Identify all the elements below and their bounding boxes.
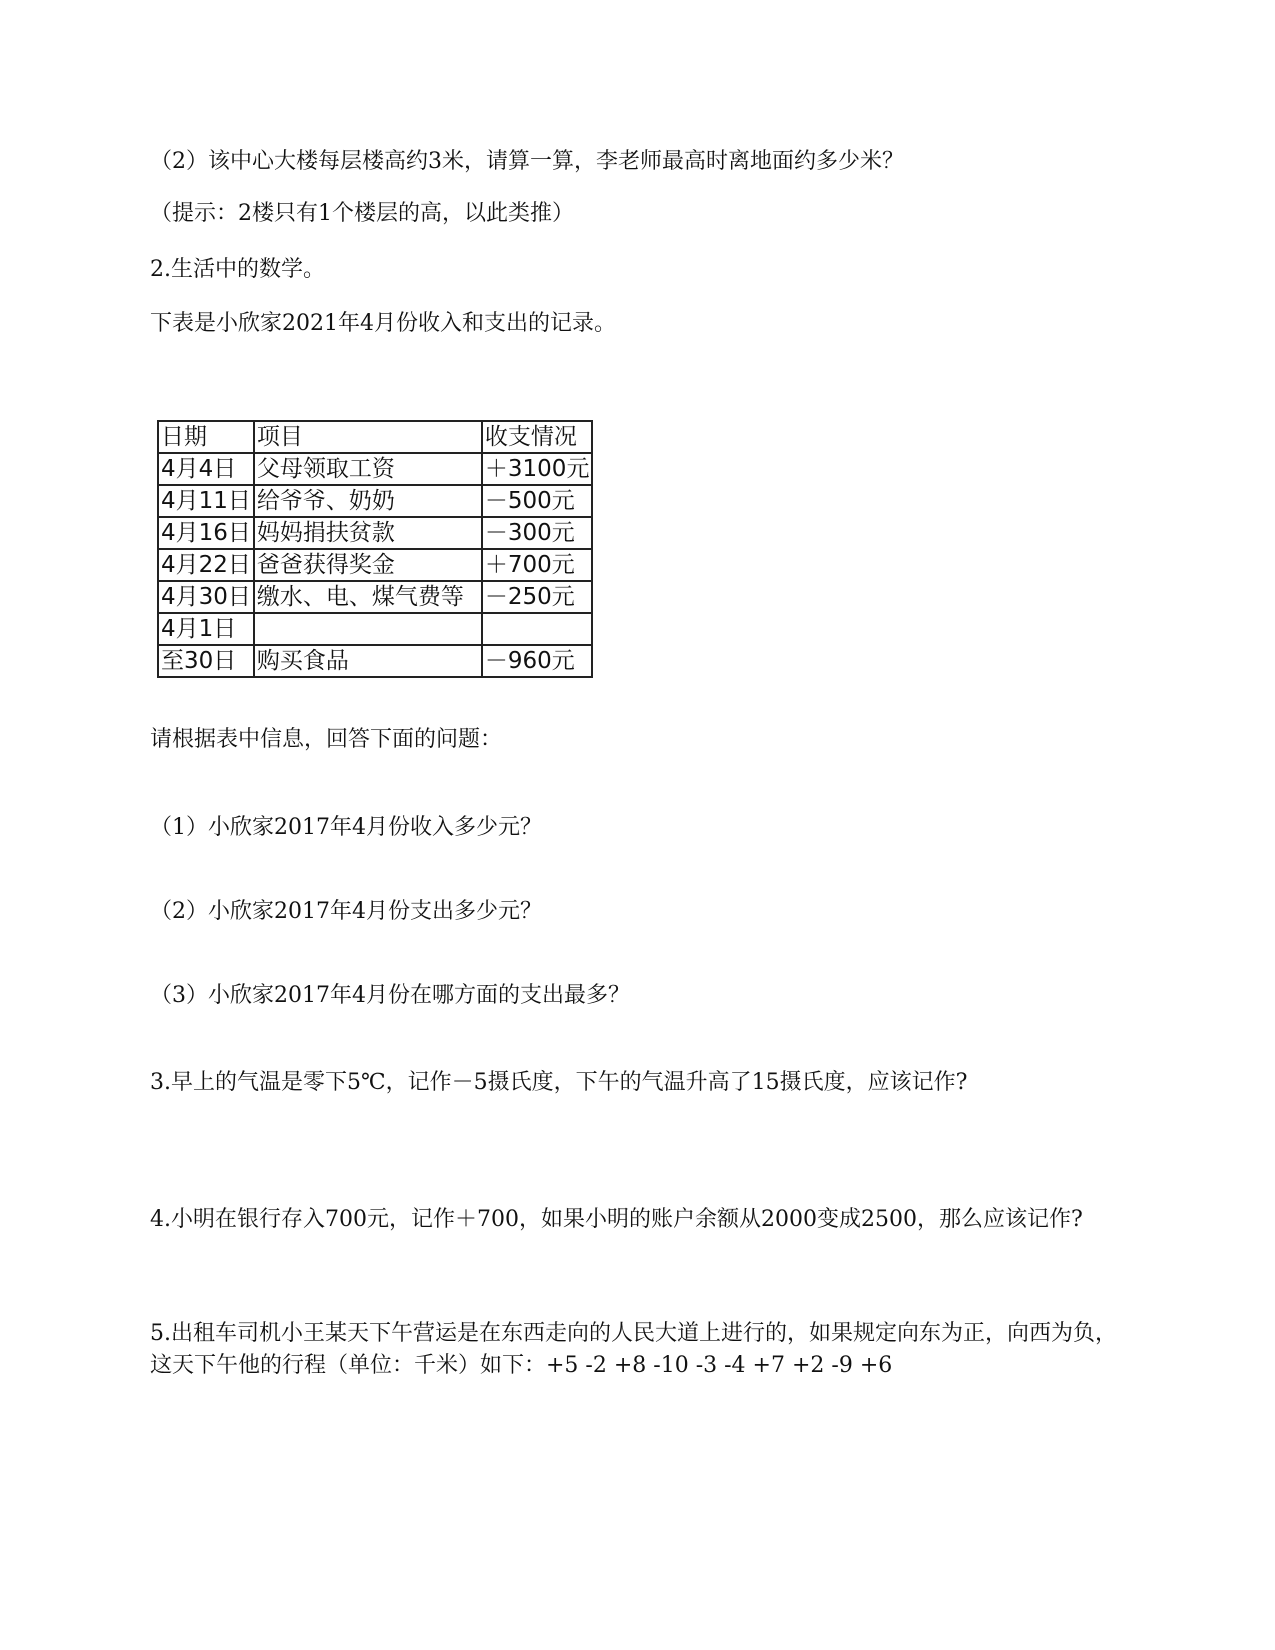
problem2-intro: 下表是小欣家2021年4月份收入和支出的记录。 xyxy=(150,311,616,336)
cell-item xyxy=(254,613,482,645)
cell-amount: ＋700元 xyxy=(482,549,593,581)
problem2-title: 2.生活中的数学。 xyxy=(150,257,325,282)
cell-amount xyxy=(482,613,593,645)
cell-item: 给爷爷、奶奶 xyxy=(254,485,482,517)
table-row xyxy=(158,549,592,581)
cell-date: 至30日 xyxy=(158,645,254,677)
table-row xyxy=(158,485,592,517)
header-amount: 收支情况 xyxy=(482,421,593,453)
problem1-question-2: （2）该中心大楼每层楼高约3米，请算一算，李老师最高时离地面约多少米？ xyxy=(150,149,904,174)
table-row xyxy=(158,613,592,645)
income-expense-table xyxy=(157,420,593,678)
problem2-question-1: （1）小欣家2017年4月份收入多少元？ xyxy=(150,815,542,840)
problem2-prompt: 请根据表中信息，回答下面的问题： xyxy=(150,727,503,752)
table-row xyxy=(158,645,592,677)
problem2-question-2: （2）小欣家2017年4月份支出多少元？ xyxy=(150,899,542,924)
table-row xyxy=(158,581,592,613)
cell-amount: －300元 xyxy=(482,517,593,549)
table-header-row xyxy=(158,421,592,453)
cell-amount: －960元 xyxy=(482,645,593,677)
cell-amount: －250元 xyxy=(482,581,593,613)
cell-item: 购买食品 xyxy=(254,645,482,677)
cell-item: 爸爸获得奖金 xyxy=(254,549,482,581)
cell-date: 4月11日 xyxy=(158,485,254,517)
table-row xyxy=(158,453,592,485)
cell-date: 4月4日 xyxy=(158,453,254,485)
problem4-text: 4.小明在银行存入700元，记作＋700，如果小明的账户余额从2000变成2500，那么应该记作? xyxy=(150,1207,1083,1232)
cell-date: 4月1日 xyxy=(158,613,254,645)
problem1-hint: （提示：2楼只有1个楼层的高，以此类推） xyxy=(150,201,574,226)
cell-date: 4月30日 xyxy=(158,581,254,613)
cell-item: 妈妈捐扶贫款 xyxy=(254,517,482,549)
cell-amount: －500元 xyxy=(482,485,593,517)
cell-item: 父母领取工资 xyxy=(254,453,482,485)
header-item: 项目 xyxy=(254,421,482,453)
table-row xyxy=(158,517,592,549)
problem3-text: 3.早上的气温是零下5℃，记作－5摄氏度，下午的气温升高了15摄氏度，应该记作? xyxy=(150,1070,968,1095)
problem5-text: 5.出租车司机小王某天下午营运是在东西走向的人民大道上进行的，如果规定向东为正，向西为负，这天下午他的行程（单位：千米）如下：+5 -2 +8 -10 -3 -4 +7 +2 -9 +6 xyxy=(150,1321,1117,1378)
problem2-question-3: （3）小欣家2017年4月份在哪方面的支出最多？ xyxy=(150,983,630,1008)
cell-date: 4月16日 xyxy=(158,517,254,549)
cell-amount: ＋3100元 xyxy=(482,453,593,485)
header-date: 日期 xyxy=(158,421,254,453)
cell-date: 4月22日 xyxy=(158,549,254,581)
cell-item: 缴水、电、煤气费等 xyxy=(254,581,482,613)
